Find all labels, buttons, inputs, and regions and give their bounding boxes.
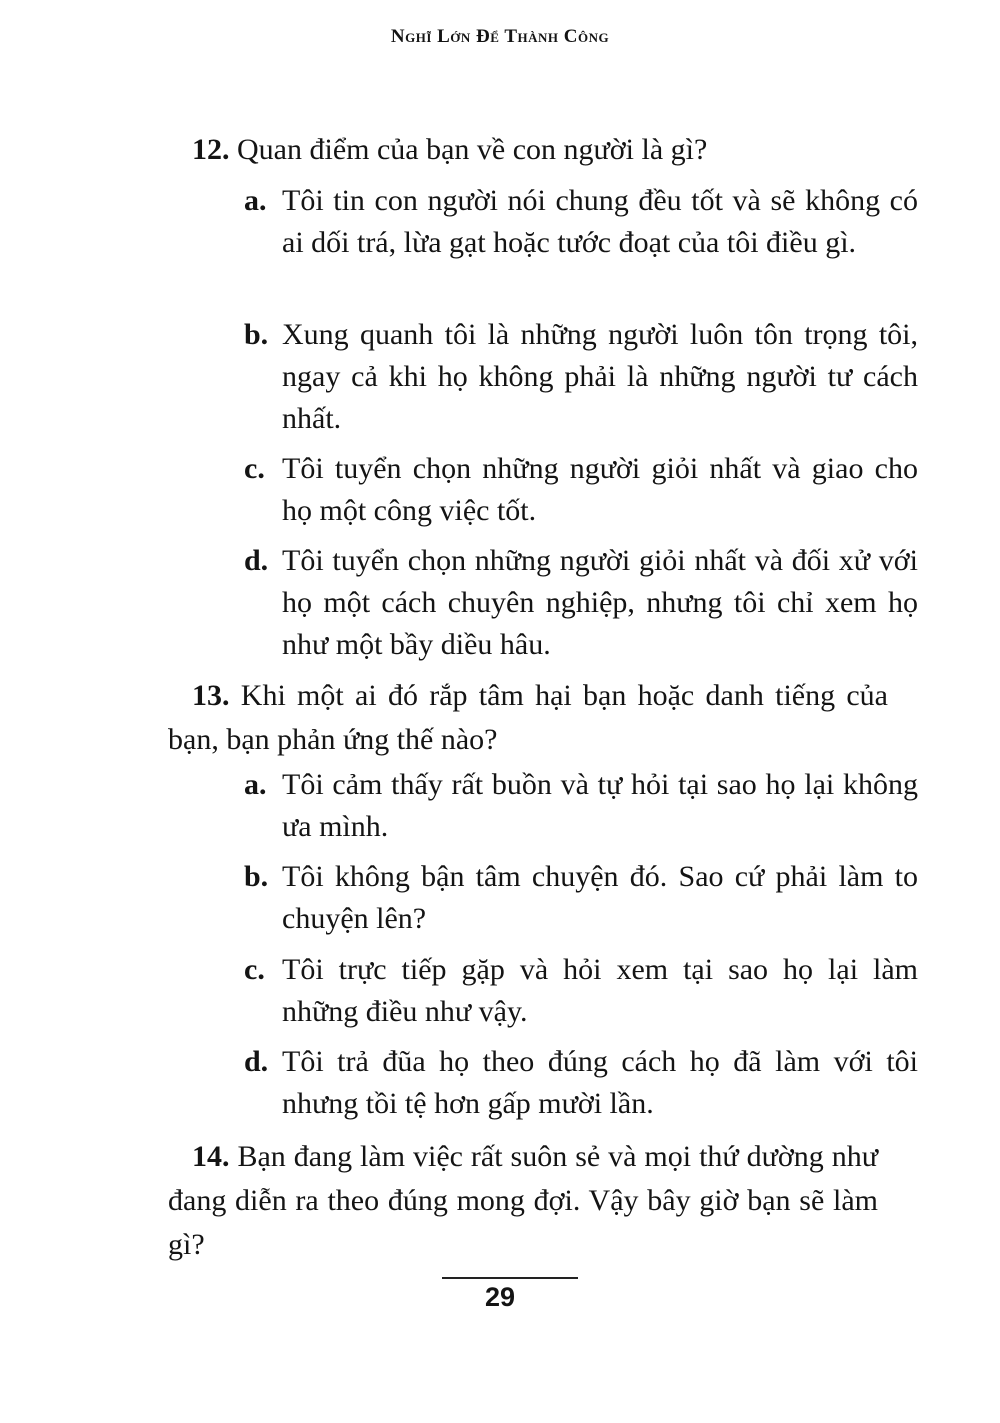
option-12d (244, 540, 918, 666)
question-number: 12. (192, 133, 230, 166)
question-text: Quan điểm của bạn về con người là gì? (237, 133, 708, 166)
option-label: a. (244, 768, 267, 801)
question-13 (168, 674, 888, 762)
option-label: b. (244, 860, 269, 893)
option-text: Tôi trực tiếp gặp và hỏi xem tại sao họ lại làm những điều như vậy. (282, 953, 918, 1028)
option-label: c. (244, 953, 265, 986)
option-text: Tôi tuyển chọn những người giỏi nhất và đối xử với họ một cách chuyên nghiệp, nhưng tôi chỉ xem họ như một bầy diều hâu. (282, 544, 918, 661)
option-label: d. (244, 544, 269, 577)
option-text: Tôi tuyển chọn những người giỏi nhất và giao cho họ một công việc tốt. (282, 452, 918, 527)
page-number: 29 (484, 1282, 516, 1312)
option-label: d. (244, 1045, 269, 1078)
option-text: Tôi tin con người nói chung đều tốt và sẽ không có ai dối trá, lừa gạt hoặc tước đoạt của tôi điều gì. (282, 184, 918, 259)
option-label: a. (244, 184, 267, 217)
option-13b (244, 856, 918, 940)
footer-rule (442, 1277, 578, 1279)
question-12 (168, 128, 888, 172)
option-text: Xung quanh tôi là những người luôn tôn trọng tôi, ngay cả khi họ không phải là những người tư cách nhất. (282, 318, 918, 435)
option-text: Tôi trả đũa họ theo đúng cách họ đã làm với tôi nhưng tồi tệ hơn gấp mười lần. (282, 1045, 918, 1120)
question-text: Khi một ai đó rắp tâm hại bạn hoặc danh tiếng của bạn, bạn phản ứng thế nào? (168, 679, 889, 756)
option-label: c. (244, 452, 265, 485)
question-text: Bạn đang làm việc rất suôn sẻ và mọi thứ dường như đang diễn ra theo đúng mong đợi. Vậy bây giờ bạn sẽ làm gì? (168, 1140, 878, 1261)
option-12c (244, 448, 918, 532)
option-12b (244, 314, 918, 440)
question-number: 13. (192, 679, 230, 712)
option-12a (244, 180, 918, 264)
option-13a (244, 764, 918, 848)
option-13d (244, 1041, 918, 1125)
running-header: Nghĩ Lớn Để Thành Công (390, 26, 610, 47)
option-text: Tôi cảm thấy rất buồn và tự hỏi tại sao họ lại không ưa mình. (282, 768, 918, 843)
option-text: Tôi không bận tâm chuyện đó. Sao cứ phải làm to chuyện lên? (282, 860, 918, 935)
option-13c (244, 949, 918, 1033)
option-label: b. (244, 318, 269, 351)
question-14 (168, 1135, 878, 1267)
question-number: 14. (192, 1140, 230, 1173)
